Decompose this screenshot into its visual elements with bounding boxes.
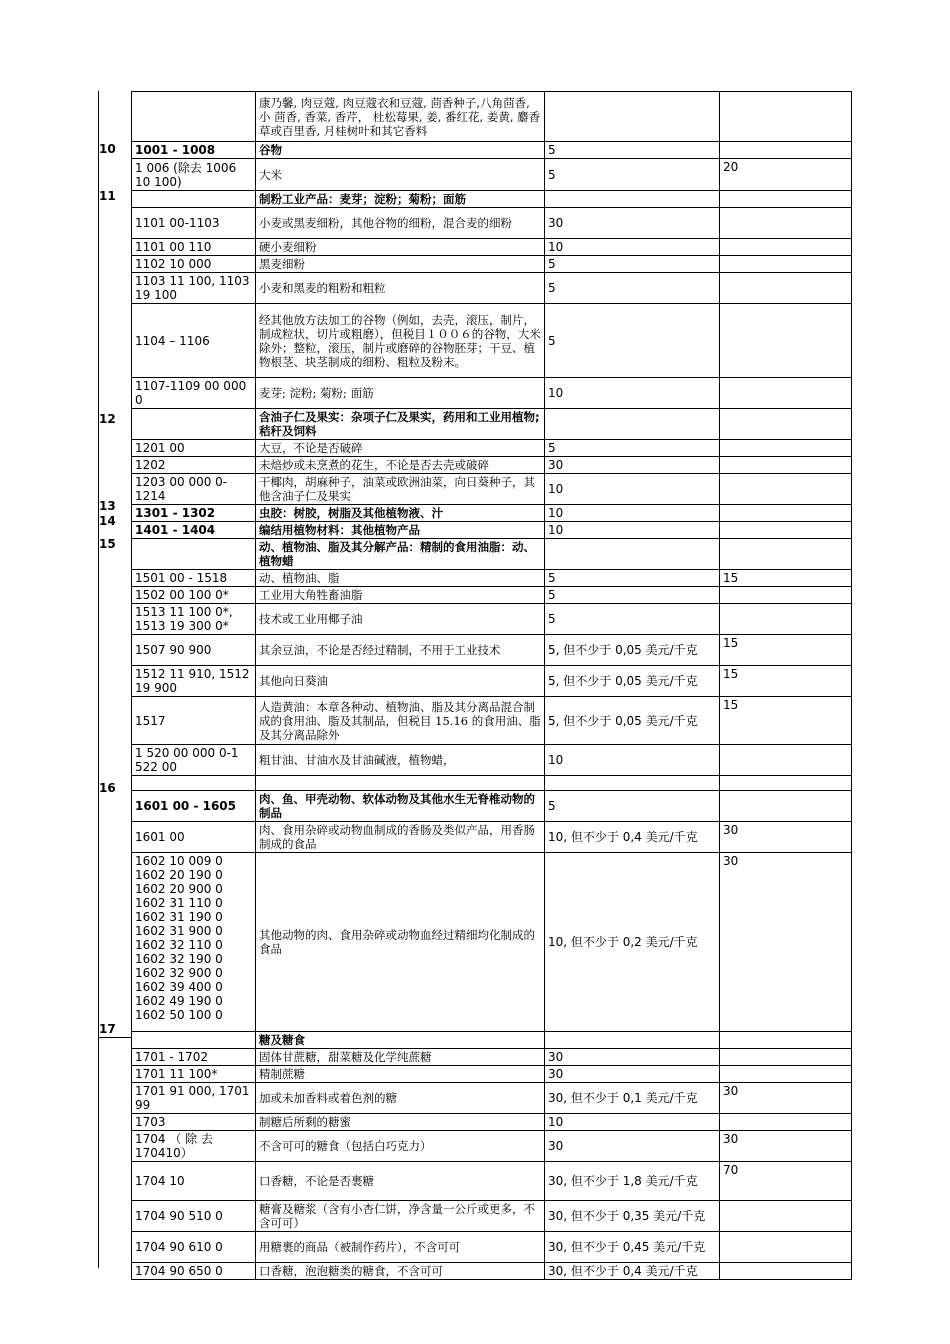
table-row <box>132 666 852 697</box>
hs-code-cell: 1203 00 000 0-1214 <box>132 474 256 505</box>
extra-rate-cell <box>720 1263 852 1280</box>
hs-code-cell: 1701 91 000, 1701 99 <box>132 1083 256 1114</box>
description-cell: 糖及糖食 <box>256 1032 545 1049</box>
hs-code-cell <box>132 1032 256 1049</box>
description-cell: 大米 <box>256 159 545 191</box>
duty-rate-cell: 30, 但不少于 1,8 美元/千克 <box>545 1162 720 1201</box>
description-cell: 麦芽; 淀粉; 菊粉; 面筋 <box>256 378 545 409</box>
duty-rate-cell: 10 <box>545 505 720 522</box>
extra-rate-cell <box>720 208 852 239</box>
extra-rate-cell: 15 <box>720 666 852 697</box>
duty-rate-cell: 30 <box>545 457 720 474</box>
hs-code-cell: 1501 00 - 1518 <box>132 570 256 587</box>
duty-rate-cell: 30 <box>545 1049 720 1066</box>
duty-rate-cell: 5 <box>545 604 720 635</box>
description-cell: 技术或工业用椰子油 <box>256 604 545 635</box>
hs-code-cell: 1101 00-1103 <box>132 208 256 239</box>
extra-rate-cell <box>720 409 852 440</box>
description-cell <box>256 776 545 791</box>
description-cell: 肉、食用杂碎或动物血制成的香肠及类似产品，用香肠制成的食品 <box>256 822 545 853</box>
extra-rate-cell <box>720 1066 852 1083</box>
duty-rate-cell: 30 <box>545 1066 720 1083</box>
table-row <box>132 440 852 457</box>
table-row <box>132 522 852 539</box>
duty-rate-cell <box>545 409 720 440</box>
hs-code-cell: 1704 90 610 0 <box>132 1232 256 1263</box>
hs-code-cell: 1704 90 650 0 <box>132 1263 256 1280</box>
extra-rate-cell: 15 <box>720 635 852 666</box>
hs-code-cell: 1704 （ 除 去 170410） <box>132 1131 256 1162</box>
duty-rate-cell: 5 <box>545 440 720 457</box>
table-row <box>132 635 852 666</box>
duty-rate-cell <box>545 191 720 208</box>
hs-code-cell: 1602 10 009 0 1602 20 190 0 1602 20 900 0 1602 31 110 0 1602 31 190 0 1602 31 900 0 1602 32 110 0 1602 32 190 0 1602 32 900 0 1602 39 400 0 1602 49 190 0 1602 50 100 0 <box>132 853 256 1032</box>
extra-rate-cell: 30 <box>720 1131 852 1162</box>
description-cell: 动、植物油、脂及其分解产品：精制的食用油脂：动、植物蜡 <box>256 539 545 570</box>
tariff-table <box>131 91 852 1280</box>
table-row <box>132 604 852 635</box>
table-row <box>132 505 852 522</box>
table-row <box>132 1232 852 1263</box>
description-cell: 用糖裹的商品（被制作药片），不含可可 <box>256 1232 545 1263</box>
chapter-number: 14 <box>99 514 116 528</box>
table-row <box>132 1049 852 1066</box>
extra-rate-cell <box>720 92 852 142</box>
table-row <box>132 159 852 191</box>
table-row <box>132 745 852 776</box>
description-cell: 小麦和黑麦的粗粉和粗粒 <box>256 273 545 304</box>
extra-rate-cell: 20 <box>720 159 852 191</box>
duty-rate-cell: 10, 但不少于 0,4 美元/千克 <box>545 822 720 853</box>
hs-code-cell: 1101 00 110 <box>132 239 256 256</box>
description-cell: 康乃馨, 肉豆蔻, 肉豆蔻衣和豆蔻, 茴香种子,八角茴香,小 茴香, 香菜, 香芹， 杜松莓果, 姜, 番红花, 姜黄, 麝香草或百里香, 月桂树叶和其它香料 <box>256 92 545 142</box>
extra-rate-cell: 30 <box>720 853 852 1032</box>
description-cell: 动、植物油、脂 <box>256 570 545 587</box>
extra-rate-cell: 70 <box>720 1162 852 1201</box>
table-row <box>132 570 852 587</box>
description-cell: 干椰肉，胡麻种子，油菜或欧洲油菜，向日葵种子，其他含油子仁及果实 <box>256 474 545 505</box>
duty-rate-cell <box>545 776 720 791</box>
description-cell: 经其他放方法加工的谷物（例如，去壳，滚压，制片，制成粒状，切片或粗磨），但税目１００６的谷物，大米除外；整粒，滚压，制片或磨碎的谷物胚芽；干豆、植物根茎、块茎制成的细粉、粗粒及粉末。 <box>256 304 545 378</box>
extra-rate-cell <box>720 457 852 474</box>
extra-rate-cell: 15 <box>720 570 852 587</box>
description-cell: 硬小麦细粉 <box>256 239 545 256</box>
hs-code-cell <box>132 191 256 208</box>
hs-code-cell: 1502 00 100 0* <box>132 587 256 604</box>
description-cell: 精制蔗糖 <box>256 1066 545 1083</box>
hs-code-cell: 1512 11 910, 1512 19 900 <box>132 666 256 697</box>
table-row <box>132 304 852 378</box>
duty-rate-cell: 5 <box>545 273 720 304</box>
extra-rate-cell <box>720 522 852 539</box>
duty-rate-cell: 10 <box>545 522 720 539</box>
table-row <box>132 409 852 440</box>
description-cell: 未焙炒或未烹煮的花生，不论是否去壳或破碎 <box>256 457 545 474</box>
table-row <box>132 1201 852 1232</box>
hs-code-cell: 1601 00 - 1605 <box>132 791 256 822</box>
hs-code-cell: 1 520 00 000 0-1 522 00 <box>132 745 256 776</box>
hs-code-cell: 1401 - 1404 <box>132 522 256 539</box>
description-cell: 黑麦细粉 <box>256 256 545 273</box>
extra-rate-cell: 30 <box>720 1083 852 1114</box>
hs-code-cell: 1001 - 1008 <box>132 142 256 159</box>
description-cell: 口香糖，不论是否裹糖 <box>256 1162 545 1201</box>
description-cell: 编结用植物材料：其他植物产品 <box>256 522 545 539</box>
description-cell: 工业用大角牲畜油脂 <box>256 587 545 604</box>
duty-rate-cell: 10 <box>545 1114 720 1131</box>
table-row <box>132 697 852 745</box>
extra-rate-cell <box>720 1032 852 1049</box>
duty-rate-cell: 10 <box>545 239 720 256</box>
table-row <box>132 853 852 1032</box>
extra-rate-cell <box>720 505 852 522</box>
duty-rate-cell: 5 <box>545 587 720 604</box>
duty-rate-cell: 30, 但不少于 0,45 美元/千克 <box>545 1232 720 1263</box>
extra-rate-cell <box>720 440 852 457</box>
hs-code-cell: 1507 90 900 <box>132 635 256 666</box>
hs-code-cell: 1601 00 <box>132 822 256 853</box>
duty-rate-cell: 5 <box>545 142 720 159</box>
extra-rate-cell <box>720 776 852 791</box>
hs-code-cell: 1102 10 000 <box>132 256 256 273</box>
table-row <box>132 208 852 239</box>
duty-rate-cell <box>545 92 720 142</box>
duty-rate-cell: 30, 但不少于 0,4 美元/千克 <box>545 1263 720 1280</box>
description-cell: 大豆，不论是否破碎 <box>256 440 545 457</box>
extra-rate-cell <box>720 1049 852 1066</box>
description-cell: 其他向日葵油 <box>256 666 545 697</box>
extra-rate-cell: 30 <box>720 822 852 853</box>
description-cell: 不含可可的糖食（包括白巧克力） <box>256 1131 545 1162</box>
hs-code-cell: 1104 – 1106 <box>132 304 256 378</box>
duty-rate-cell: 30 <box>545 208 720 239</box>
duty-rate-cell: 5 <box>545 304 720 378</box>
table-row <box>132 1114 852 1131</box>
description-cell: 糖膏及糖浆（含有小杏仁饼，净含量一公斤或更多，不含可可） <box>256 1201 545 1232</box>
duty-rate-cell <box>545 1032 720 1049</box>
extra-rate-cell <box>720 745 852 776</box>
hs-code-cell: 1704 90 510 0 <box>132 1201 256 1232</box>
extra-rate-cell <box>720 273 852 304</box>
table-row <box>132 256 852 273</box>
chapter-number: 10 <box>99 142 116 156</box>
hs-code-cell: 1513 11 100 0*, 1513 19 300 0* <box>132 604 256 635</box>
duty-rate-cell: 5, 但不少于 0,05 美元/千克 <box>545 666 720 697</box>
description-cell: 含油子仁及果实：杂项子仁及果实，药用和工业用植物;秸秆及饲料 <box>256 409 545 440</box>
hs-code-cell: 1201 00 <box>132 440 256 457</box>
extra-rate-cell <box>720 539 852 570</box>
extra-rate-cell <box>720 1201 852 1232</box>
hs-code-cell <box>132 776 256 791</box>
duty-rate-cell: 30 <box>545 1131 720 1162</box>
table-row <box>132 1162 852 1201</box>
table-row <box>132 1263 852 1280</box>
duty-rate-cell: 5 <box>545 159 720 191</box>
extra-rate-cell <box>720 142 852 159</box>
extra-rate-cell <box>720 378 852 409</box>
extra-rate-cell <box>720 256 852 273</box>
duty-rate-cell <box>545 539 720 570</box>
description-cell: 口香糖，泡泡糖类的糖食，不含可可 <box>256 1263 545 1280</box>
table-row <box>132 539 852 570</box>
table-row <box>132 1066 852 1083</box>
duty-rate-cell: 10 <box>545 474 720 505</box>
description-cell: 制糖后所剩的糖蜜 <box>256 1114 545 1131</box>
chapter-number: 16 <box>99 781 116 795</box>
hs-code-cell: 1301 - 1302 <box>132 505 256 522</box>
hs-code-cell <box>132 539 256 570</box>
extra-rate-cell <box>720 304 852 378</box>
description-cell: 小麦或黑麦细粉，其他谷物的细粉，混合麦的细粉 <box>256 208 545 239</box>
hs-code-cell: 1 006 (除去 1006 10 100) <box>132 159 256 191</box>
duty-rate-cell: 5 <box>545 570 720 587</box>
description-cell: 加或未加香料或着色剂的糖 <box>256 1083 545 1114</box>
duty-rate-cell: 5, 但不少于 0,05 美元/千克 <box>545 635 720 666</box>
hs-code-cell: 1703 <box>132 1114 256 1131</box>
table-row <box>132 142 852 159</box>
table-row <box>132 273 852 304</box>
extra-rate-cell <box>720 604 852 635</box>
duty-rate-cell: 5 <box>545 256 720 273</box>
tariff-table-body <box>132 92 852 1280</box>
table-row <box>132 1032 852 1049</box>
hs-code-cell <box>132 409 256 440</box>
table-row <box>132 1083 852 1114</box>
table-row <box>132 92 852 142</box>
table-row <box>132 191 852 208</box>
extra-rate-cell <box>720 587 852 604</box>
duty-rate-cell: 30, 但不少于 0,35 美元/千克 <box>545 1201 720 1232</box>
extra-rate-cell <box>720 239 852 256</box>
description-cell: 粗甘油、甘油水及甘油碱液，植物蜡， <box>256 745 545 776</box>
description-cell: 其他动物的肉、食用杂碎或动物血经过精细均化制成的食品 <box>256 853 545 1032</box>
table-row <box>132 776 852 791</box>
chapter-number: 17 <box>99 1022 116 1036</box>
extra-rate-cell <box>720 191 852 208</box>
hs-code-cell: 1701 11 100* <box>132 1066 256 1083</box>
description-cell: 肉、鱼、甲壳动物、软体动物及其他水生无脊椎动物的制品 <box>256 791 545 822</box>
extra-rate-cell <box>720 1232 852 1263</box>
chapter-17-underline <box>99 1037 131 1038</box>
duty-rate-cell: 5, 但不少于 0,05 美元/千克 <box>545 697 720 745</box>
description-cell: 制粉工业产品：麦芽；淀粉；菊粉；面筋 <box>256 191 545 208</box>
hs-code-cell: 1103 11 100, 1103 19 100 <box>132 273 256 304</box>
duty-rate-cell: 10 <box>545 745 720 776</box>
chapter-number: 15 <box>99 537 116 551</box>
hs-code-cell: 1202 <box>132 457 256 474</box>
table-row <box>132 378 852 409</box>
description-cell: 谷物 <box>256 142 545 159</box>
hs-code-cell: 1701 - 1702 <box>132 1049 256 1066</box>
chapter-number: 11 <box>99 189 116 203</box>
duty-rate-cell: 10, 但不少于 0,2 美元/千克 <box>545 853 720 1032</box>
description-cell: 人造黄油：本章各种动、植物油、脂及其分离品混合制成的食用油、脂及其制品，但税目 15.16 的食用油、脂及其分离品除外 <box>256 697 545 745</box>
left-border-line <box>98 91 99 1268</box>
duty-rate-cell: 30, 但不少于 0,1 美元/千克 <box>545 1083 720 1114</box>
table-row <box>132 1131 852 1162</box>
table-row <box>132 474 852 505</box>
description-cell: 固体甘蔗糖，甜菜糖及化学纯蔗糖 <box>256 1049 545 1066</box>
description-cell: 其余豆油，不论是否经过精制，不用于工业技术 <box>256 635 545 666</box>
extra-rate-cell <box>720 791 852 822</box>
chapter-number: 12 <box>99 412 116 426</box>
chapter-number: 13 <box>99 499 116 513</box>
table-row <box>132 822 852 853</box>
duty-rate-cell: 10 <box>545 378 720 409</box>
duty-rate-cell: 5 <box>545 791 720 822</box>
table-row <box>132 587 852 604</box>
extra-rate-cell: 15 <box>720 697 852 745</box>
extra-rate-cell <box>720 474 852 505</box>
hs-code-cell: 1517 <box>132 697 256 745</box>
hs-code-cell: 1107-1109 00 000 0 <box>132 378 256 409</box>
table-row <box>132 239 852 256</box>
hs-code-cell <box>132 92 256 142</box>
table-row <box>132 791 852 822</box>
hs-code-cell: 1704 10 <box>132 1162 256 1201</box>
extra-rate-cell <box>720 1114 852 1131</box>
table-row <box>132 457 852 474</box>
description-cell: 虫胶：树胶，树脂及其他植物液、汁 <box>256 505 545 522</box>
